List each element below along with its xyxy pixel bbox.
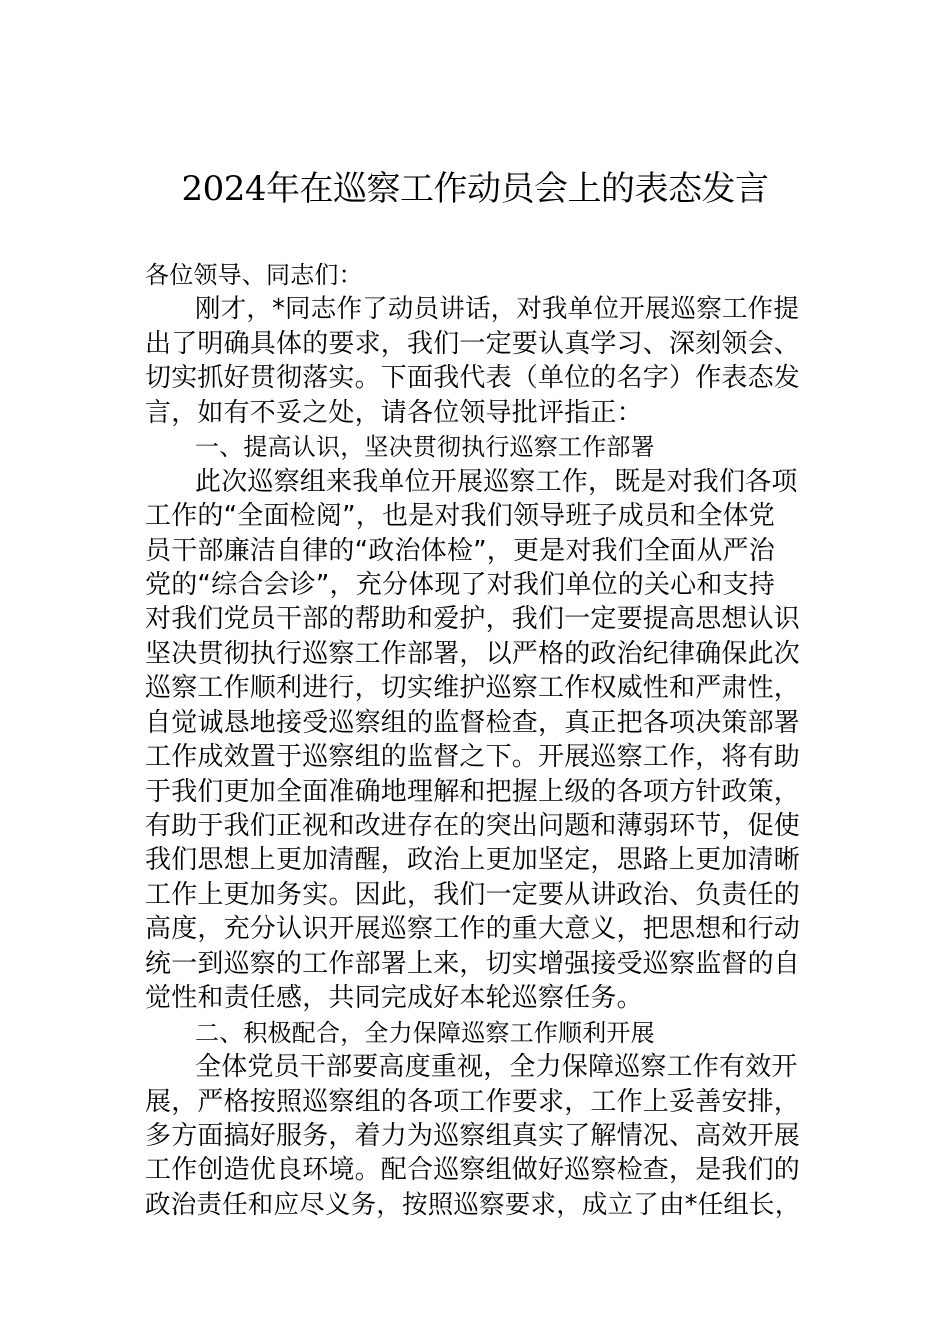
paragraph-line: 此次巡察组来我单位开展巡察工作，既是对我们各项 (195, 466, 798, 497)
paragraph-line: 切实抓好贯彻落实。下面我代表（单位的名字）作表态发 (145, 363, 801, 394)
section-heading: 二、积极配合，全力保障巡察工作顺利开展 (195, 1018, 655, 1047)
paragraph-line: 自觉诚恳地接受巡察组的监督检查，真正把各项决策部署 (145, 707, 801, 738)
paragraph-line: 我们思想上更加清醒，政治上更加坚定，思路上更加清晰 (145, 845, 801, 876)
paragraph-line: 展，严格按照巡察组的各项工作要求，工作上妥善安排， (145, 1086, 801, 1117)
document-title: 2024年在巡察工作动员会上的表态发言 (181, 169, 769, 209)
paragraph-line: 坚决贯彻执行巡察工作部署，以严格的政治纪律确保此次 (145, 638, 801, 669)
paragraph-line: 工作的“全面检阅”，也是对我们领导班子成员和全体党 (145, 501, 775, 532)
paragraph-line: 于我们更加全面准确地理解和把握上级的各项方针政策， (145, 776, 801, 807)
paragraph-line: 工作上更加务实。因此，我们一定要从讲政治、负责任的 (145, 879, 801, 910)
paragraph-line: 出了明确具体的要求，我们一定要认真学习、深刻领会、 (145, 328, 801, 359)
paragraph-line: 刚才，*同志作了动员讲话，对我单位开展巡察工作提 (195, 294, 800, 325)
paragraph-line: 高度，充分认识开展巡察工作的重大意义，把思想和行动 (145, 914, 801, 945)
paragraph-line: 统一到巡察的工作部署上来，切实增强接受巡察监督的自 (145, 948, 801, 979)
paragraph-line: 员干部廉洁自律的“政治体检”，更是对我们全面从严治 (145, 535, 775, 566)
paragraph-line: 对我们党员干部的帮助和爱护，我们一定要提高思想认识 (145, 604, 801, 635)
paragraph-line: 言，如有不妥之处，请各位领导批评指正： (145, 397, 643, 428)
paragraph-line: 巡察工作顺利进行，切实维护巡察工作权威性和严肃性， (145, 673, 801, 704)
paragraph-line: 工作成效置于巡察组的监督之下。开展巡察工作，将有助 (145, 742, 801, 773)
paragraph-line: 觉性和责任感，共同完成好本轮巡察任务。 (145, 983, 643, 1014)
paragraph-line: 有助于我们正视和改进存在的突出问题和薄弱环节，促使 (145, 811, 801, 841)
document-body (145, 258, 810, 1222)
paragraph-line: 工作创造优良环境。配合巡察组做好巡察检查，是我们的 (145, 1155, 801, 1186)
paragraph-line: 多方面搞好服务，着力为巡察组真实了解情况、高效开展 (145, 1120, 801, 1151)
paragraph-line: 全体党员干部要高度重视，全力保障巡察工作有效开 (195, 1052, 798, 1083)
salutation: 各位领导、同志们： (145, 261, 363, 289)
paragraph-line: 政治责任和应尽义务，按照巡察要求，成立了由*任组长， (145, 1189, 801, 1220)
section-heading: 一、提高认识，坚决贯彻执行巡察工作部署 (195, 433, 655, 462)
paragraph-line: 党的“综合会诊”，充分体现了对我们单位的关心和支持 (145, 569, 775, 600)
